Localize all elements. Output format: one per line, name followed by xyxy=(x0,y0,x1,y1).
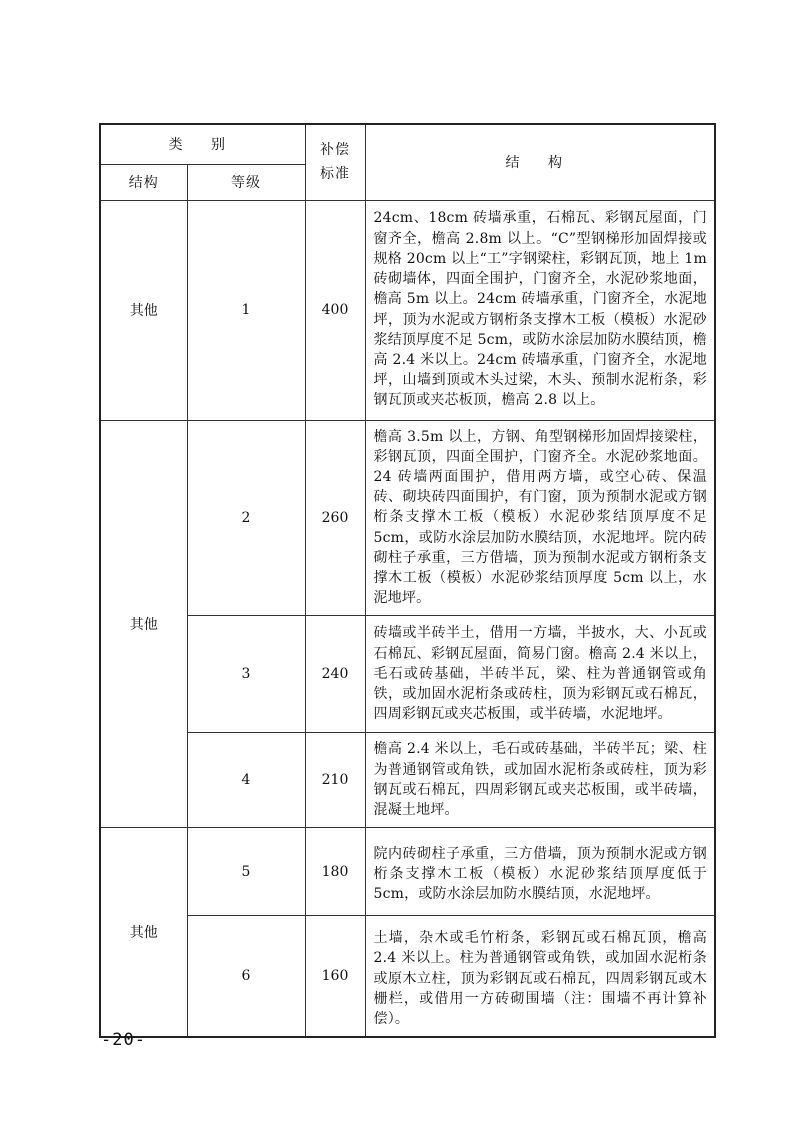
standard-cell: 210 xyxy=(305,733,365,828)
description-cell: 院内砖砌柱子承重，三方借墙，顶为预制水泥或方钢桁条支撑木工板（模板）水泥砂浆结顶厚度低于 5cm，或防水涂层加防水膜结顶，水泥地坪。 xyxy=(365,828,715,916)
table-row xyxy=(100,733,715,828)
standard-cell: 180 xyxy=(305,828,365,916)
header-row-1 xyxy=(100,124,715,164)
structure-cell: 其他 xyxy=(100,420,187,828)
compensation-table xyxy=(99,123,716,1038)
description-cell: 24cm、18cm 砖墙承重，石棉瓦、彩钢瓦屋面，门窗齐全，檐高 2.8m 以上。“C”型钢梯形加固焊接或规格 20cm 以上“工”字钢梁柱，彩钢瓦顶，地上 1m 砖砌墙体，四面全围护，门窗齐全，水泥砂浆地面，檐高 5m 以上。24cm 砖墙承重，门窗齐全，水泥地坪，顶为水泥或方钢桁条支撑木工板（模板）水泥砂浆结顶厚度不足 5cm，或防水涂层加防水膜结顶，檐高 2.4 米以上。24cm 砖墙承重，门窗齐全，水泥地坪，山墙到顶或木头过梁，木头、预制水泥桁条，彩钢瓦顶或夹芯板顶，檐高 2.8 以上。 xyxy=(365,200,715,420)
structure-cell: 其他 xyxy=(100,828,187,1038)
category-header: 类 别 xyxy=(100,124,305,164)
level-cell: 6 xyxy=(187,916,305,1038)
structure-cell: 其他 xyxy=(100,200,187,420)
level-cell: 4 xyxy=(187,733,305,828)
description-header: 结 构 xyxy=(365,124,715,200)
description-cell: 檐高 2.4 米以上，毛石或砖基础，半砖半瓦；梁、柱为普通钢管或角铁，或加固水泥桁条或砖柱，顶为彩钢瓦或石棉瓦，四周彩钢瓦或夹芯板围，或半砖墙，混凝土地坪。 xyxy=(365,733,715,828)
standard-cell: 400 xyxy=(305,200,365,420)
level-cell: 3 xyxy=(187,616,305,733)
level-header: 等级 xyxy=(187,164,305,200)
level-cell: 1 xyxy=(187,200,305,420)
description-cell: 砖墙或半砖半土，借用一方墙，半披水，大、小瓦或石棉瓦、彩钢瓦屋面，简易门窗。檐高 2.4 米以上，毛石或砖基础，半砖半瓦，梁、柱为普通钢管或角铁，或加固水泥桁条或砖柱，顶为彩钢瓦或石棉瓦，四周彩钢瓦或夹芯板围，或半砖墙，水泥地坪。 xyxy=(365,616,715,733)
standard-cell: 160 xyxy=(305,916,365,1038)
level-cell: 5 xyxy=(187,828,305,916)
table-row xyxy=(100,916,715,1038)
structure-header: 结构 xyxy=(100,164,187,200)
standard-header: 补偿 标准 xyxy=(305,124,365,200)
table-row xyxy=(100,420,715,616)
page-number: -20- xyxy=(101,1030,146,1050)
description-cell: 檐高 3.5m 以上，方钢、角型钢梯形加固焊接梁柱，彩钢瓦顶，四面全围护，门窗齐全。水泥砂浆地面。24 砖墙两面围护，借用两方墙，或空心砖、保温砖、砌块砖四面围护，有门窗，顶为预制水泥或方钢桁条支撑木工板（模板）水泥砂浆结顶厚度不足 5cm，或防水涂层加防水膜结顶，水泥地坪。院内砖砌柱子承重，三方借墙，顶为预制水泥或方钢桁条支撑木工板（模板）水泥砂浆结顶厚度 5cm 以上，水泥地坪。 xyxy=(365,420,715,616)
table-row xyxy=(100,616,715,733)
table-row xyxy=(100,828,715,916)
level-cell: 2 xyxy=(187,420,305,616)
description-cell: 土墙，杂木或毛竹桁条，彩钢瓦或石棉瓦顶，檐高 2.4 米以上。柱为普通钢管或角铁，或加固水泥桁条或原木立柱，顶为彩钢瓦或石棉瓦，四周彩钢瓦或木栅栏，或借用一方砖砌围墙（注：围墙不再计算补偿）。 xyxy=(365,916,715,1038)
table-row xyxy=(100,200,715,420)
standard-cell: 240 xyxy=(305,616,365,733)
standard-cell: 260 xyxy=(305,420,365,616)
